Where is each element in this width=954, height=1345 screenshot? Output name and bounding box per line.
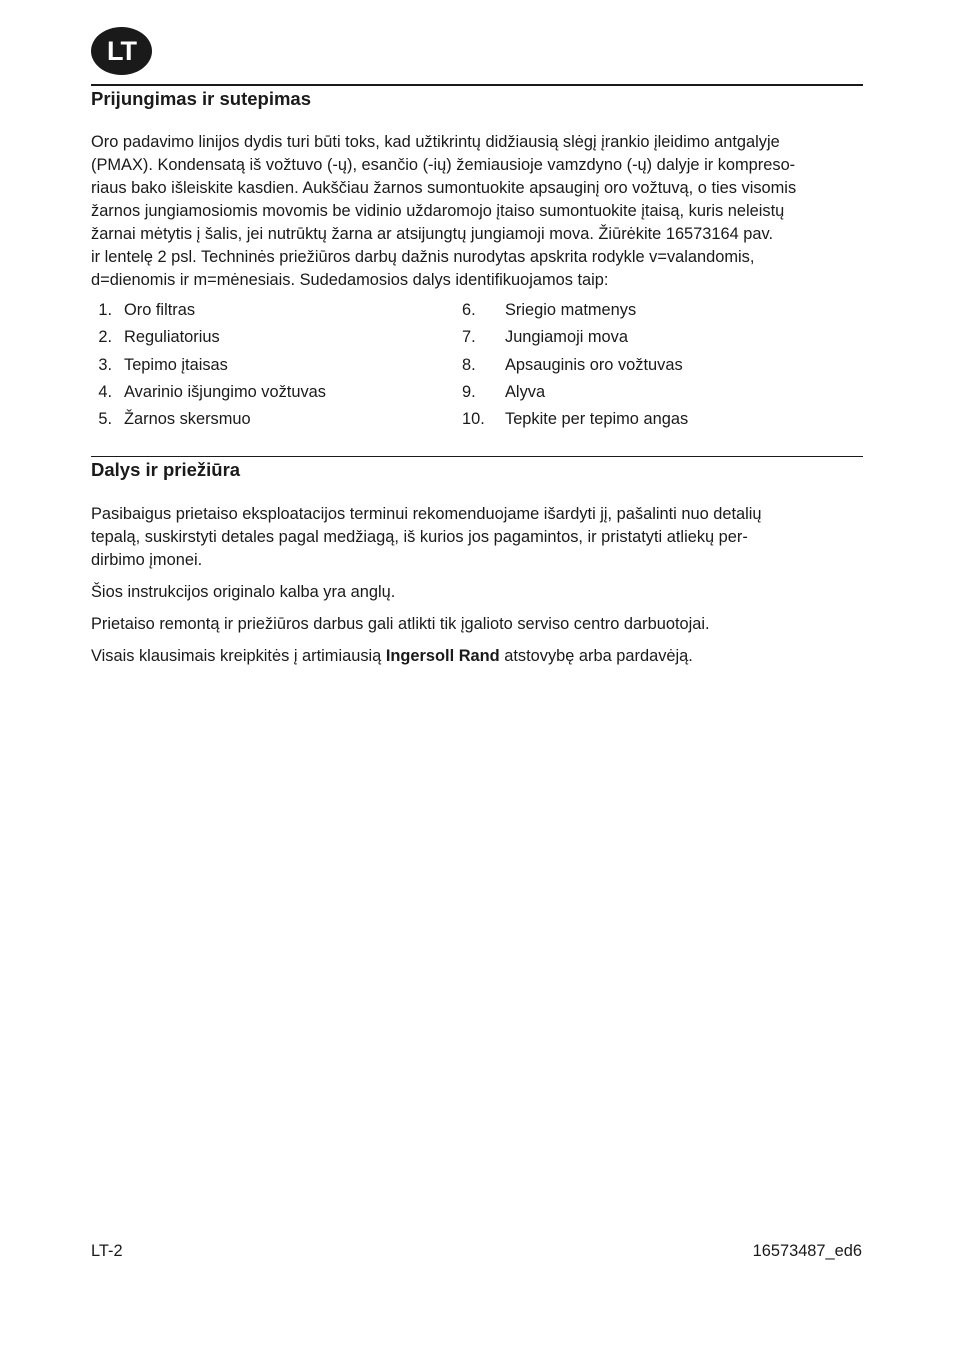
list-text: Tepimo įtaisas xyxy=(124,355,228,374)
brand-name: Ingersoll Rand xyxy=(385,647,500,665)
parts-list-left xyxy=(91,299,326,435)
disposal-paragraph xyxy=(91,503,866,572)
paragraph-line: d=dienomis ir m=mėnesiais. Sudedamosios dalys identifikuojamos taip: xyxy=(91,271,609,289)
page-number: LT-2 xyxy=(91,1242,123,1260)
list-item xyxy=(91,299,326,326)
section-heading-parts: Dalys ir priežiūra xyxy=(91,459,241,480)
paragraph-line: Pasibaigus prietaiso eksploatacijos terminui rekomenduojame išardyti jį, pašalinti nuo detalių xyxy=(91,505,762,523)
contact-text: atstovybę arba pardavėją. xyxy=(499,647,693,665)
connection-paragraph xyxy=(91,131,866,292)
list-number: 6. xyxy=(462,301,476,319)
list-item xyxy=(91,408,326,435)
paragraph-line: ir lentelę 2 psl. Techninės priežiūros darbų dažnis nurodytas apskrita rodykle v=valandomis, xyxy=(91,248,755,266)
paragraph-line: (PMAX). Kondensatą iš vožtuvo (-ų), esančio (-ių) žemiausioje vamzdyno (-ų) dalyje ir kompreso- xyxy=(91,156,796,174)
list-item xyxy=(462,408,689,435)
list-text: Jungiamoji mova xyxy=(505,328,628,347)
list-number: 3. xyxy=(98,355,112,374)
paragraph-line: dirbimo įmonei. xyxy=(91,551,203,569)
list-item xyxy=(462,299,637,326)
list-item xyxy=(462,381,546,408)
paragraph-line: žarnai mėtytis į šalis, jei nutrūktų žarna ar atsijungtų jungiamoji mova. Žiūrėkite 16573164 pav. xyxy=(91,225,774,243)
paragraph-line: riaus bako išleiskite kasdien. Aukščiau žarnos sumontuokite apsauginį oro vožtuvą, o ties visomis xyxy=(91,179,797,197)
list-number: 2. xyxy=(98,328,112,347)
language-badge: LT xyxy=(91,27,152,75)
list-item xyxy=(91,326,326,353)
list-number: 9. xyxy=(462,382,476,401)
list-number: 5. xyxy=(98,410,112,429)
list-text: Apsauginis oro vožtuvas xyxy=(505,355,683,374)
paragraph-line: žarnos jungiamosiomis movomis be vidinio uždaromojo įtaiso sumontuokite įtaisą, kuris neleistų xyxy=(91,202,785,220)
list-text: Žarnos skersmuo xyxy=(124,410,251,429)
section-divider xyxy=(91,456,863,457)
list-text: Reguliatorius xyxy=(124,328,220,347)
contact-note xyxy=(91,645,866,668)
list-text: Avarinio išjungimo vožtuvas xyxy=(124,382,326,401)
paragraph-line: tepalą, suskirstyti detales pagal medžiagą, iš kurios jos pagamintos, ir pristatyti atliekų per- xyxy=(91,528,748,546)
service-note: Prietaiso remontą ir priežiūros darbus gali atlikti tik įgalioto serviso centro darbuotojai. xyxy=(91,615,710,633)
list-number: 10. xyxy=(462,410,485,429)
language-note: Šios instrukcijos originalo kalba yra anglų. xyxy=(91,583,396,601)
list-text: Oro filtras xyxy=(124,301,196,319)
list-number: 1. xyxy=(98,301,112,319)
list-number: 7. xyxy=(462,328,476,347)
document-id: 16573487_ed6 xyxy=(752,1242,862,1260)
list-item xyxy=(91,354,326,381)
list-item xyxy=(91,381,326,408)
list-number: 8. xyxy=(462,355,476,374)
list-text: Sriegio matmenys xyxy=(505,301,637,319)
list-text: Tepkite per tepimo angas xyxy=(505,410,689,429)
header-rule xyxy=(91,84,863,86)
paragraph-line: Oro padavimo linijos dydis turi būti toks, kad užtikrintų didžiausią slėgį įrankio įleidimo antgalyje xyxy=(91,133,780,151)
parts-list-right xyxy=(462,299,689,435)
list-number: 4. xyxy=(98,382,112,401)
contact-text: Visais klausimais kreipkitės į artimiausią xyxy=(91,647,386,665)
list-item xyxy=(462,326,628,353)
section-heading-connection: Prijungimas ir sutepimas xyxy=(91,88,312,109)
list-item xyxy=(462,354,683,381)
list-text: Alyva xyxy=(505,382,546,401)
